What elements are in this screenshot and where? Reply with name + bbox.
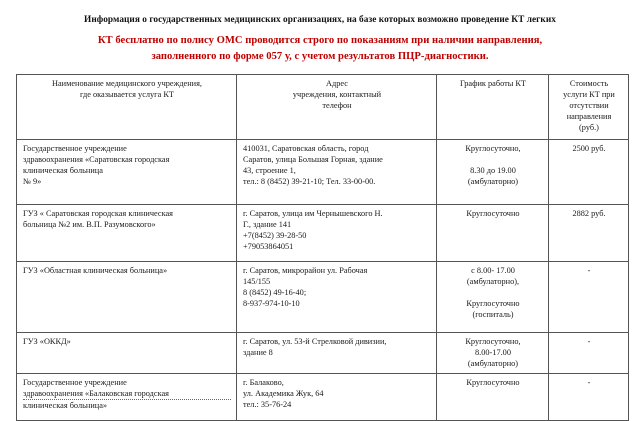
medical-organizations-table (16, 74, 629, 421)
text-line: 8.30 до 19.00 (470, 166, 516, 176)
text-line: Круглосуточно (466, 378, 520, 387)
text-line: тел.: 35-76-24 (243, 400, 292, 410)
table-row (17, 333, 629, 374)
header-line: Стоимость (569, 79, 609, 88)
table-header-row (17, 75, 629, 140)
notice-line-2: заполненного по форме 057 у, с учетом результатов ПЦР-диагностики. (151, 51, 489, 62)
cell-schedule (437, 374, 549, 421)
header-line: Наименование медицинского учреждения, (52, 79, 202, 88)
header-line: учреждения, контактный (292, 90, 382, 100)
cell-address (237, 333, 437, 374)
cell-schedule (437, 262, 549, 333)
cell-institution-name (17, 140, 237, 205)
text-line: г. Саратов, ул. 53-й Стрелковой дивизии, (243, 337, 387, 346)
text-line: здание 8 (243, 348, 273, 358)
text-line: с 8.00- 17.00 (471, 266, 515, 275)
text-line: +79053864051 (243, 242, 294, 252)
text-line: 410031, Саратовская область, город (243, 144, 369, 153)
cell-address (237, 374, 437, 421)
cell-cost: 2500 руб. (549, 140, 629, 205)
cell-cost: - (549, 374, 629, 421)
text-line: № 9» (23, 177, 42, 187)
text-line: 8.00-17.00 (475, 348, 511, 358)
text-line: г. Саратов, микрорайон ул. Рабочая (243, 266, 368, 275)
text-line: г. Саратов, улица им Чернышевского Н. (243, 209, 383, 218)
text-line: Круглосуточно (466, 299, 520, 309)
header-line: График работы КТ (460, 79, 526, 88)
table-row (17, 374, 629, 421)
column-header-name (17, 75, 237, 140)
text-line: г. Балаково, (243, 378, 284, 387)
text-line: Круглосуточно, (465, 337, 521, 346)
cell-address (237, 140, 437, 205)
text-line: 8-937-974-10-10 (243, 299, 300, 309)
text-line: ул. Академика Жук, 64 (243, 389, 324, 399)
table-row (17, 205, 629, 262)
header-line: телефон (322, 101, 352, 111)
cell-schedule (437, 140, 549, 205)
cell-address (237, 262, 437, 333)
header-line: отсутствии (569, 101, 609, 111)
spacer-line (443, 154, 543, 165)
column-header-schedule (437, 75, 549, 140)
column-header-address (237, 75, 437, 140)
text-line: больница №2 им. В.П. Разумовского» (23, 220, 156, 230)
text-line: тел.: 8 (8452) 39-21-10; Тел. 33-00-00. (243, 177, 376, 187)
table-row (17, 140, 629, 205)
header-line: направления (566, 112, 612, 122)
text-line: Государственное учреждение (23, 378, 127, 387)
header-line: (руб.) (579, 123, 599, 133)
text-line: здравоохранения «Балаковская городская (23, 388, 231, 400)
cell-institution-name (17, 374, 237, 421)
spacer-line (443, 287, 543, 298)
text-line: здравоохранения «Саратовская городская (23, 155, 170, 165)
column-header-cost (549, 75, 629, 140)
text-line: ГУЗ «ОККД» (23, 337, 71, 346)
text-line: 145/155 (243, 277, 271, 287)
text-line: (амбулаторно) (467, 177, 519, 187)
text-line: 8 (8452) 49-16-40; (243, 288, 307, 298)
cell-institution-name (17, 205, 237, 262)
text-line: 43, строение 1, (243, 166, 296, 176)
cell-cost: - (549, 333, 629, 374)
cell-institution-name (17, 333, 237, 374)
cell-schedule (437, 333, 549, 374)
text-line: (амбулаторно), (466, 277, 520, 287)
text-line: Государственное учреждение (23, 144, 127, 153)
notice-banner (0, 26, 640, 65)
cell-cost: 2882 руб. (549, 205, 629, 262)
text-line: ГУЗ «Областная клиническая больница» (23, 266, 168, 275)
table-body (17, 140, 629, 421)
text-line: Круглосуточно (466, 209, 520, 218)
notice-line-1: КТ бесплатно по полису ОМС проводится строго по показаниям при наличии направления, (97, 35, 543, 46)
text-line: (госпиталь) (472, 310, 514, 320)
header-line: где оказывается услуга КТ (80, 90, 174, 100)
text-line: Г., здание 141 (243, 220, 292, 230)
text-line: клиническая больница (23, 166, 103, 176)
text-line: +7(8452) 39-28-50 (243, 231, 307, 241)
text-line: Саратов, улица Большая Горная, здание (243, 155, 383, 165)
table-header (17, 75, 629, 140)
cell-institution-name (17, 262, 237, 333)
cell-address (237, 205, 437, 262)
text-line: ГУЗ « Саратовская городская клиническая (23, 209, 173, 218)
page-title: Информация о государственных медицинских организациях, на базе которых возможно проведение КТ легких (84, 15, 556, 25)
header-line: Адрес (326, 79, 348, 88)
header-line: услуги КТ при (563, 90, 615, 100)
text-line: клиническая больница» (23, 401, 108, 411)
cell-schedule (437, 205, 549, 262)
text-line: Круглосуточно, (465, 144, 521, 153)
cell-cost: - (549, 262, 629, 333)
text-line: (амбулаторно) (467, 359, 519, 369)
table-row (17, 262, 629, 333)
